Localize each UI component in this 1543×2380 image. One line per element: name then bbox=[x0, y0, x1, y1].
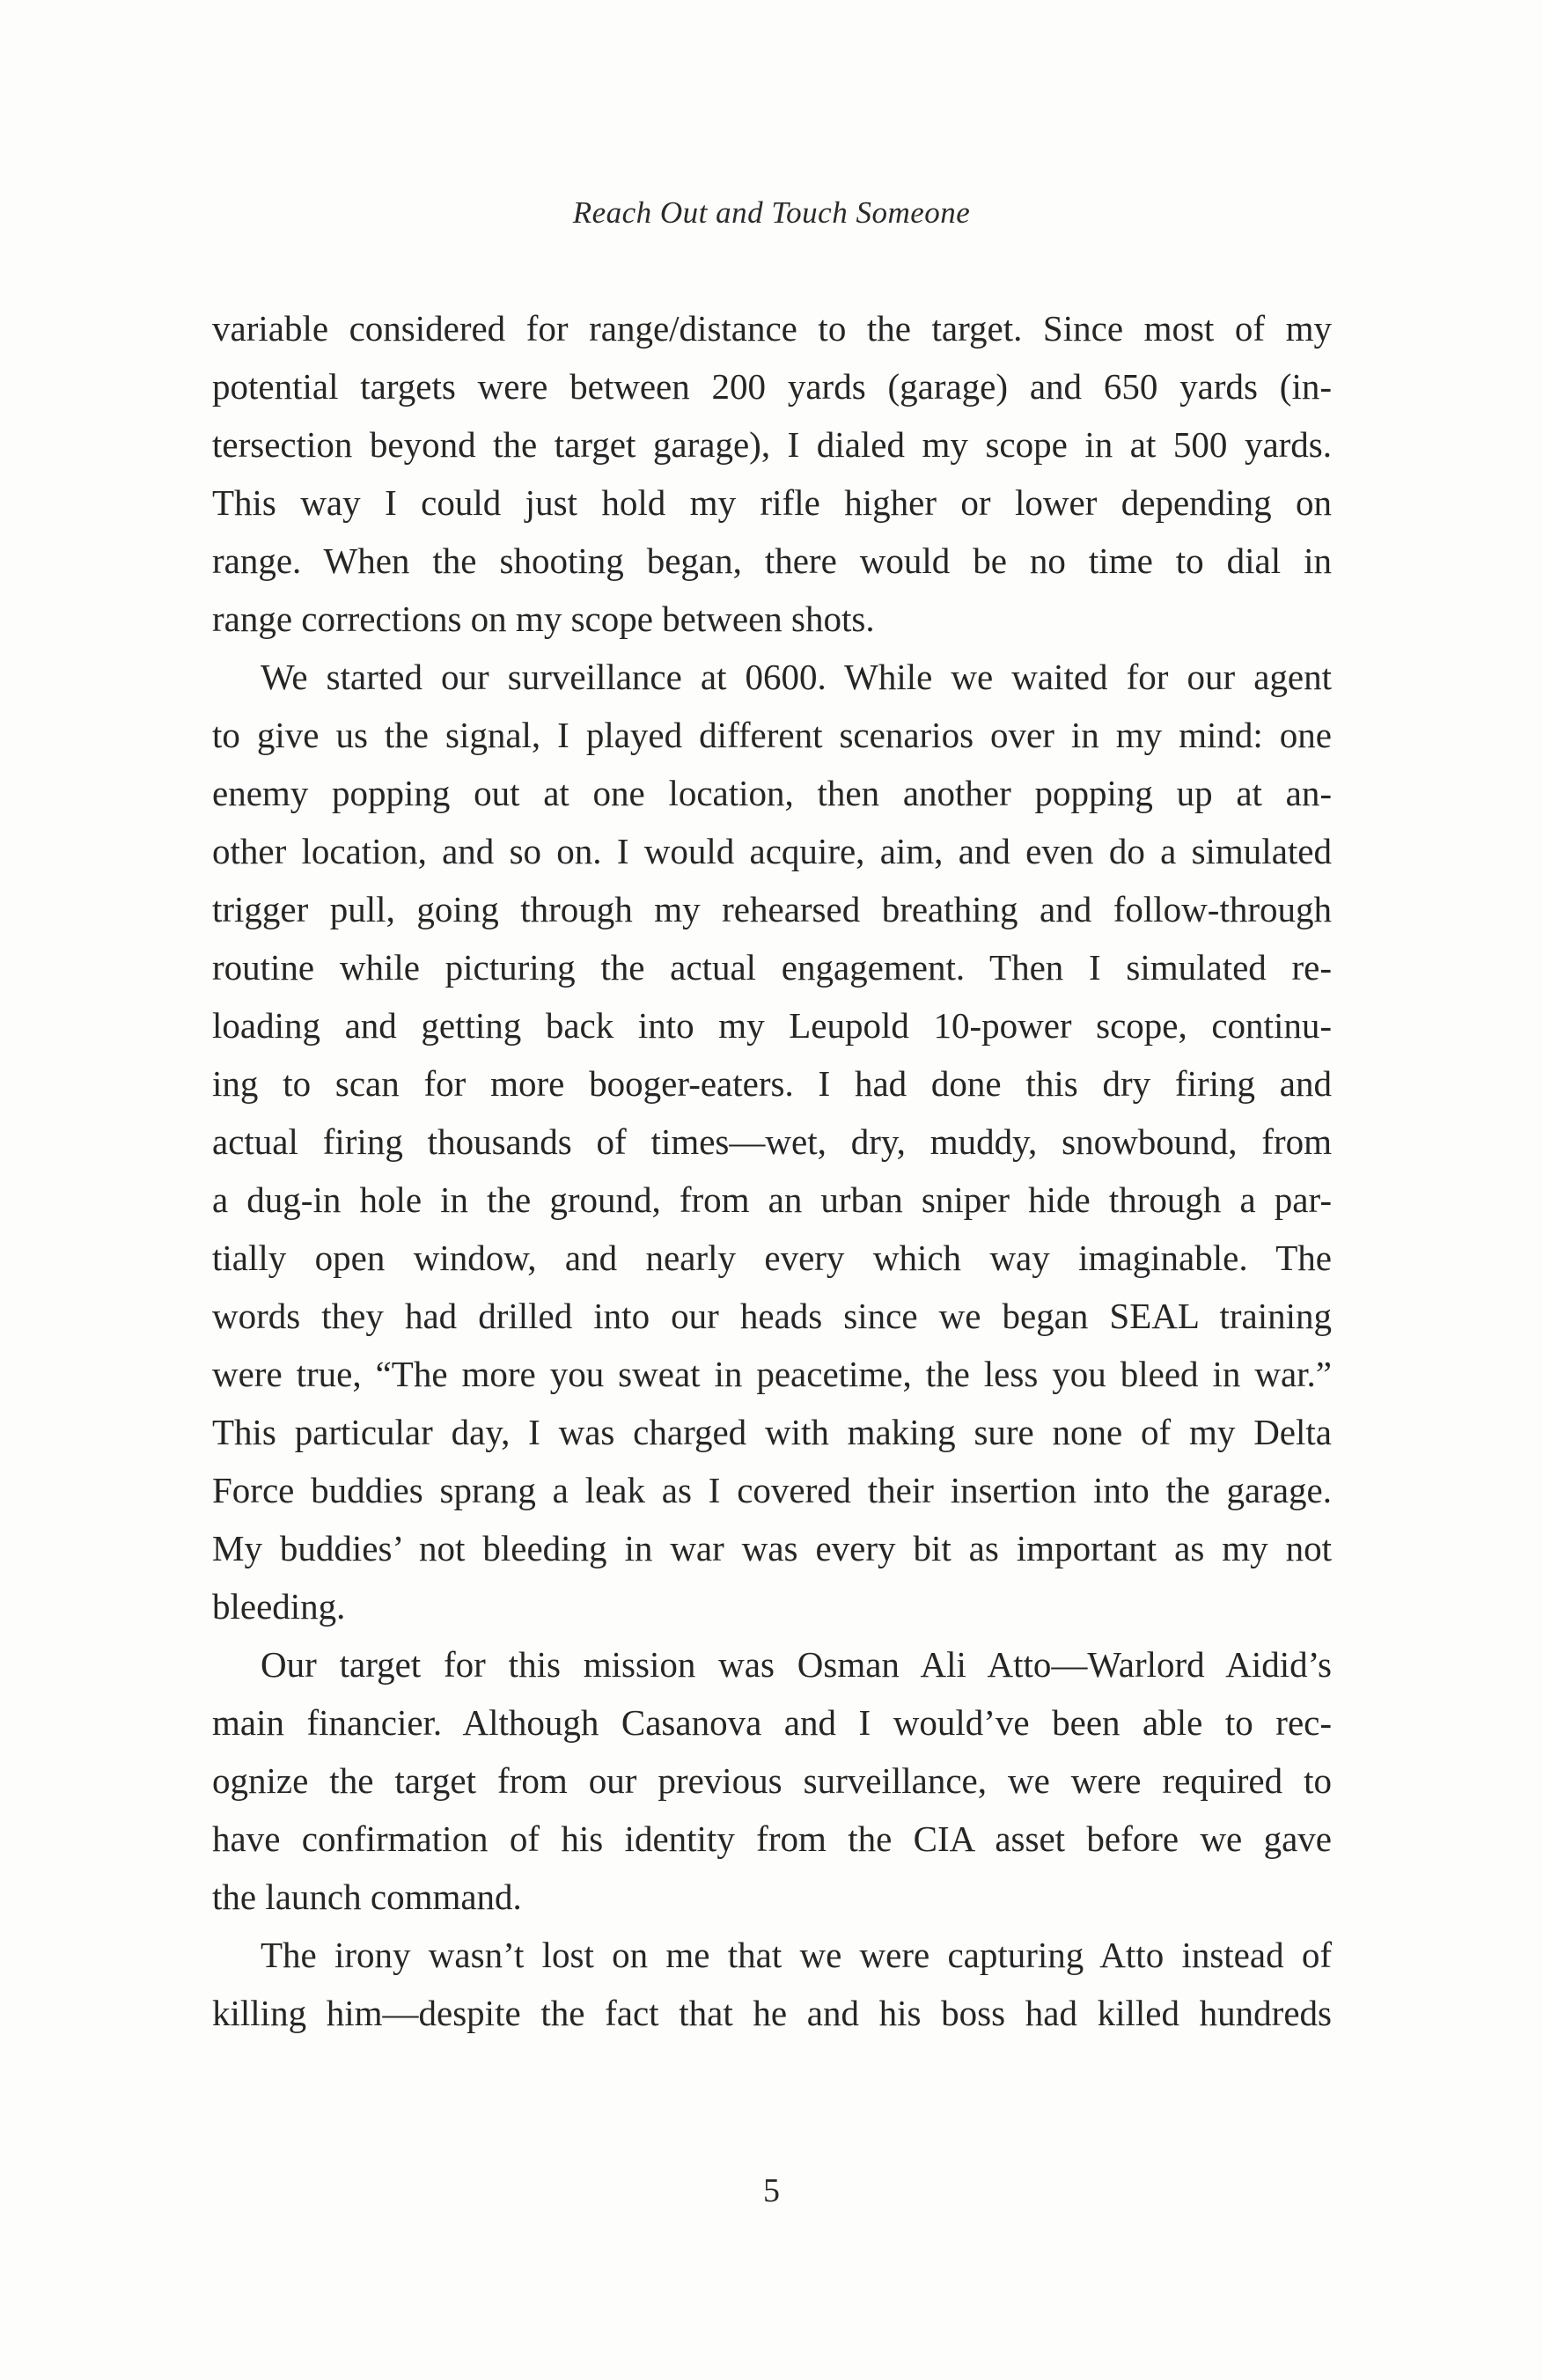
text-line-9: enemy popping out at one location, then another popping up at an- bbox=[212, 773, 1332, 813]
text-line-24: Our target for this mission was Osman Ali Atto—Warlord Aidid’s bbox=[261, 1644, 1332, 1685]
text-line-16: a dug-in hole in the ground, from an urban sniper hide through a par- bbox=[212, 1179, 1332, 1220]
text-line-4: This way I could just hold my rifle higher or lower depending on bbox=[212, 482, 1332, 523]
text-line-22: My buddies’ not bleeding in war was every bit as important as my not bbox=[212, 1528, 1332, 1568]
text-line-12: routine while picturing the actual engagement. Then I simulated re- bbox=[212, 947, 1332, 988]
text-line-21: Force buddies sprang a leak as I covered their insertion into the garage. bbox=[212, 1470, 1332, 1510]
text-line-1: variable considered for range/distance to the target. Since most of my bbox=[212, 308, 1332, 349]
text-line-19: were true, “The more you sweat in peacetime, the less you bleed in war.” bbox=[212, 1354, 1332, 1394]
page-number: 5 bbox=[763, 2172, 780, 2209]
text-line-2: potential targets were between 200 yards (garage) and 650 yards (in- bbox=[212, 366, 1332, 407]
text-line-18: words they had drilled into our heads since we began SEAL training bbox=[212, 1296, 1332, 1336]
text-line-29: The irony wasn’t lost on me that we were capturing Atto instead of bbox=[261, 1935, 1332, 1975]
text-line-7: We started our surveillance at 0600. While we waited for our agent bbox=[261, 657, 1332, 697]
text-line-10: other location, and so on. I would acquire, aim, and even do a simulated bbox=[212, 831, 1332, 871]
text-line-3: tersection beyond the target garage), I dialed my scope in at 500 yards. bbox=[212, 424, 1332, 465]
text-line-28: the launch command. bbox=[212, 1877, 522, 1917]
text-line-25: main financier. Although Casanova and I would’ve been able to rec- bbox=[212, 1702, 1332, 1743]
body-text bbox=[212, 299, 1332, 2042]
text-line-14: ing to scan for more booger-eaters. I had done this dry firing and bbox=[212, 1063, 1332, 1104]
text-line-23: bleeding. bbox=[212, 1586, 346, 1627]
text-line-15: actual firing thousands of times—wet, dry, muddy, snowbound, from bbox=[212, 1121, 1332, 1162]
text-line-8: to give us the signal, I played different scenarios over in my mind: one bbox=[212, 715, 1332, 755]
text-line-20: This particular day, I was charged with making sure none of my Delta bbox=[212, 1412, 1332, 1452]
text-line-26: ognize the target from our previous surveillance, we were required to bbox=[212, 1760, 1332, 1801]
running-head: Reach Out and Touch Someone bbox=[572, 195, 971, 230]
text-line-5: range. When the shooting began, there would be no time to dial in bbox=[212, 540, 1332, 581]
text-line-13: loading and getting back into my Leupold 10-power scope, continu- bbox=[212, 1005, 1332, 1046]
text-line-27: have confirmation of his identity from the CIA asset before we gave bbox=[212, 1818, 1332, 1859]
text-line-6: range corrections on my scope between shots. bbox=[212, 599, 875, 639]
text-line-17: tially open window, and nearly every which way imaginable. The bbox=[212, 1238, 1332, 1278]
text-line-11: trigger pull, going through my rehearsed breathing and follow-through bbox=[212, 889, 1332, 929]
text-line-30: killing him—despite the fact that he and his boss had killed hundreds bbox=[212, 1993, 1332, 2033]
